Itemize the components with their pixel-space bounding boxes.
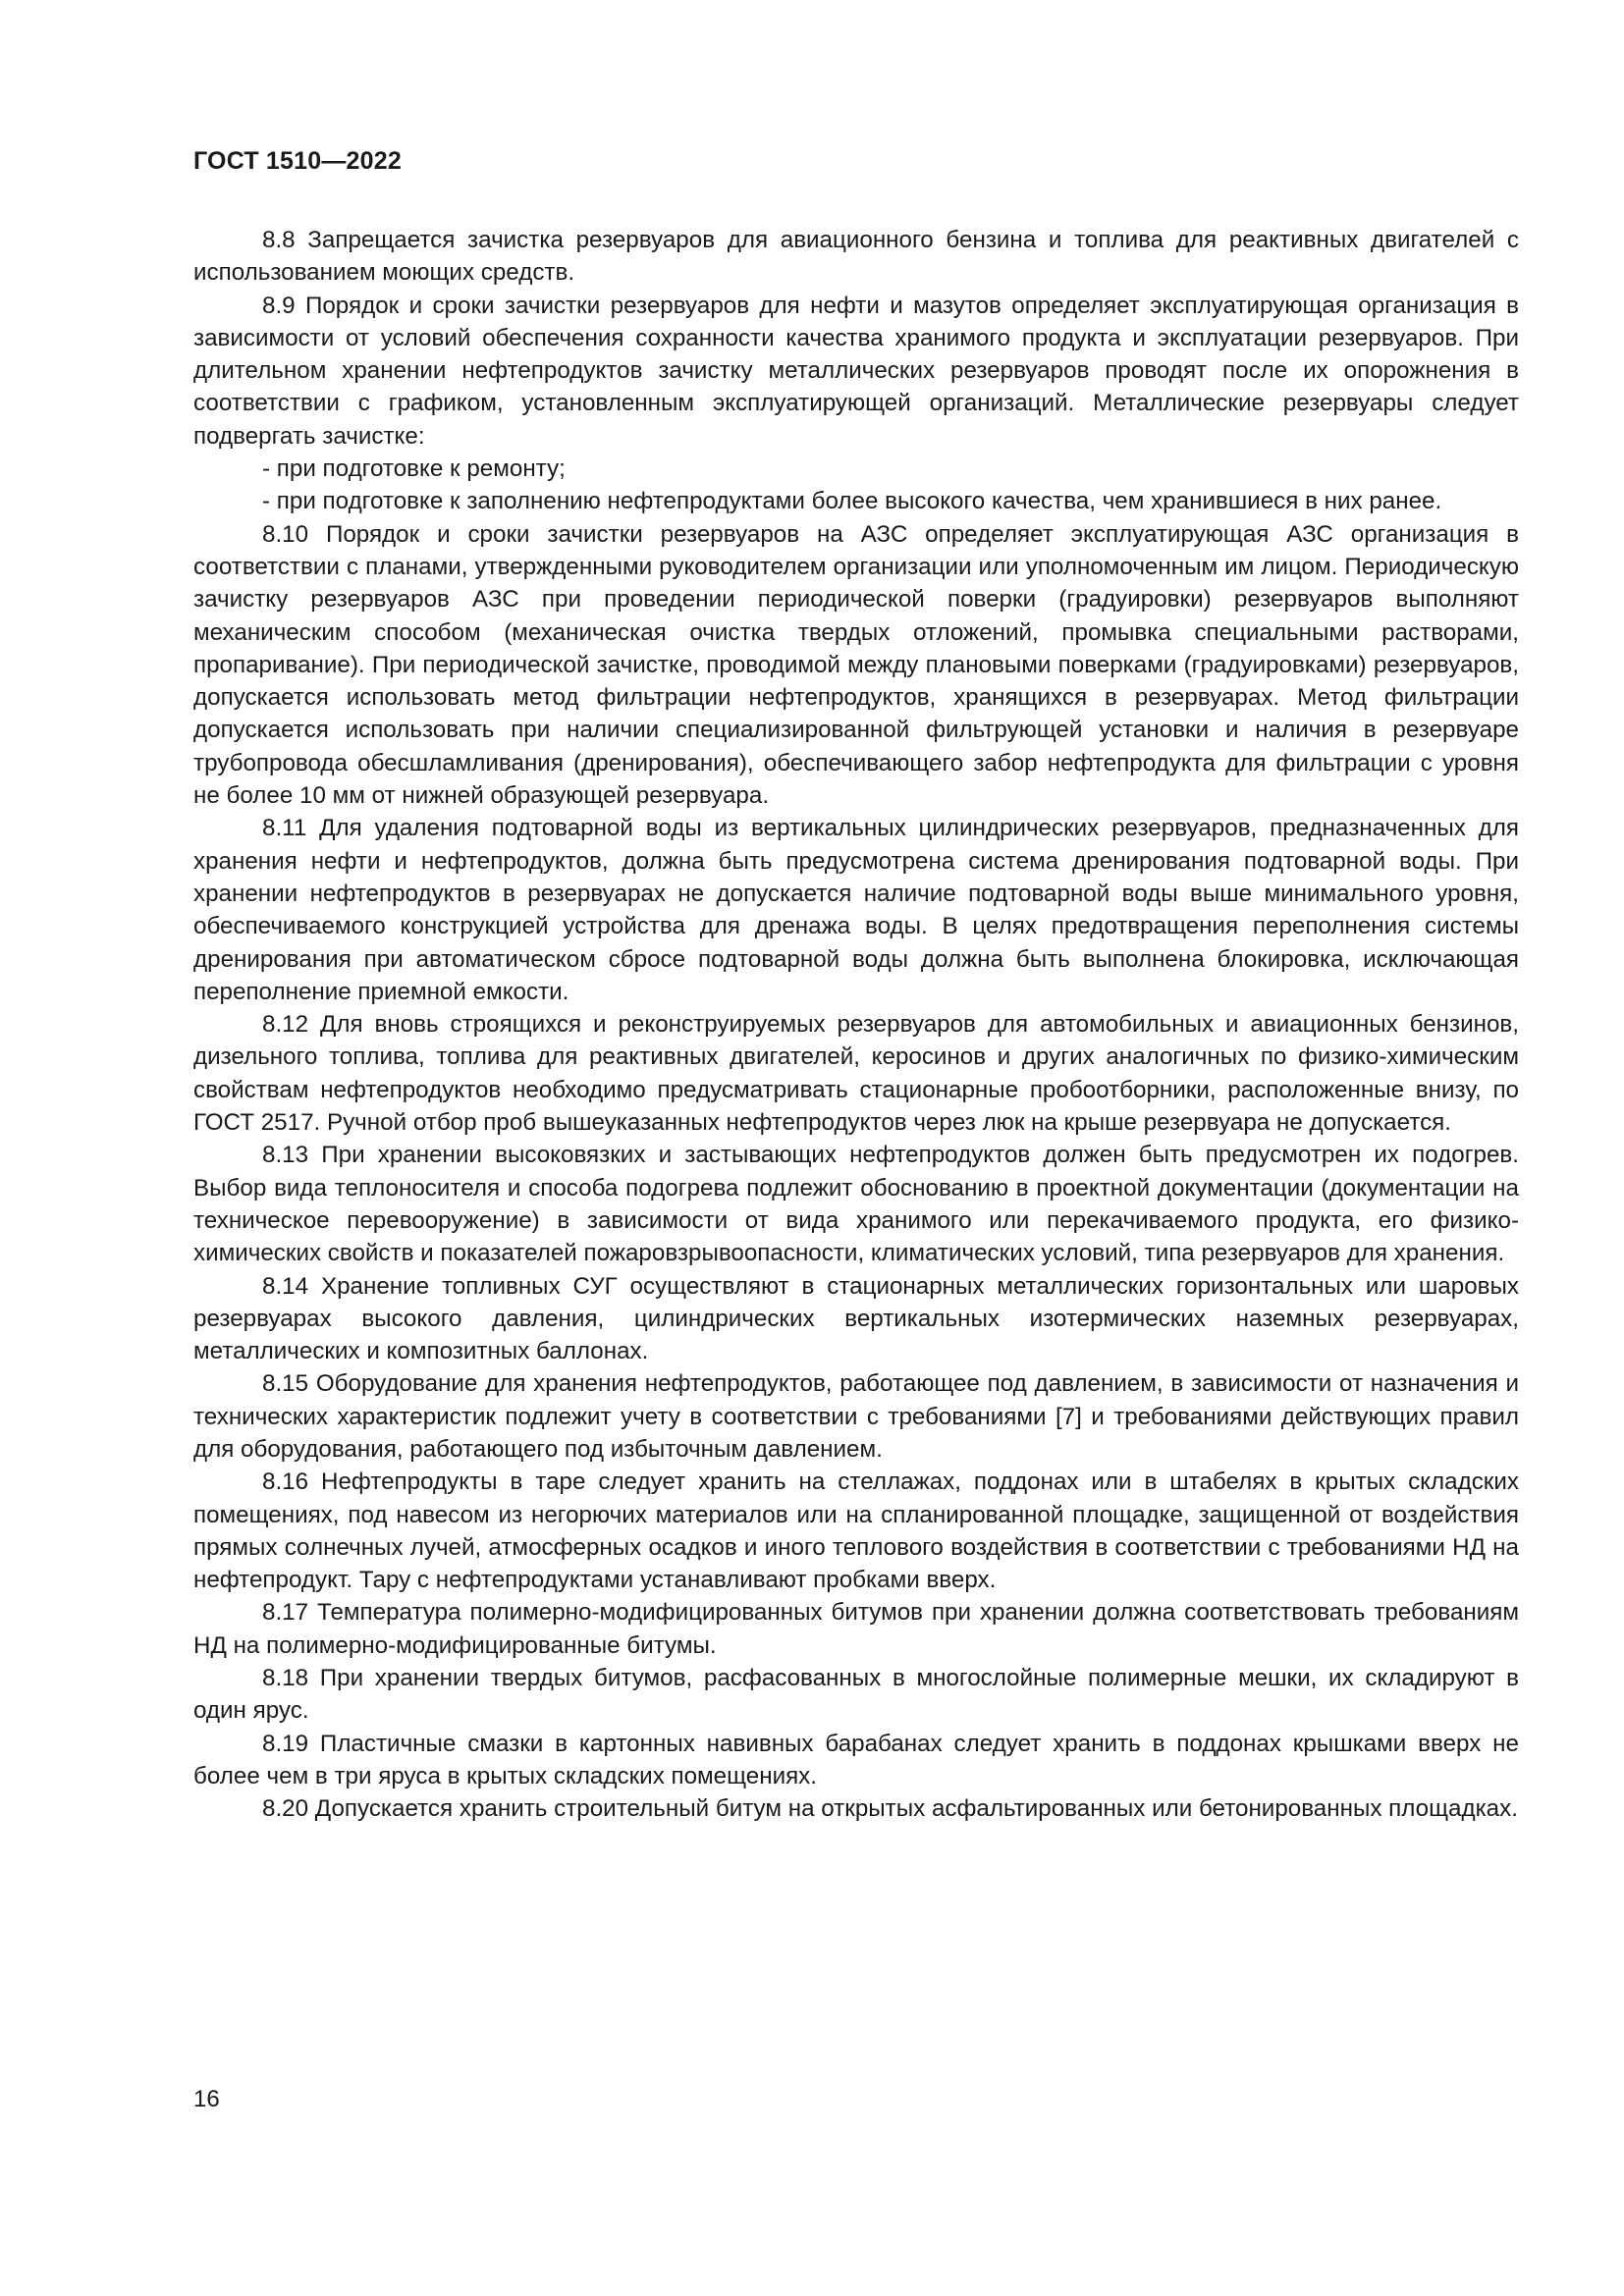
paragraph-8-16: 8.16 Нефтепродукты в таре следует хранить на стеллажах, поддонах или в штабелях в крытых складских помещениях, под навесом из негорючих материалов или на спланированной площадке, защищенной от воздействия прямых солнечных лучей, атмосферных осадков и иного теплового воздействия в соответствии с требованиями НД на нефтепродукт. Тару с нефтепродуктами устанавливают пробками вверх. — [193, 1468, 1519, 1594]
document-body — [193, 224, 1519, 1826]
paragraph-8-19: 8.19 Пластичные смазки в картонных навивных барабанах следует хранить в поддонах крышками вверх не более чем в три яруса в крытых складских помещениях. — [193, 1730, 1519, 1789]
paragraph-8-11: 8.11 Для удаления подтоварной воды из вертикальных цилиндрических резервуаров, предназначенных для хранения нефти и нефтепродуктов, должна быть предусмотрена система дренирования подтоварной воды. При хранении нефтепродуктов в резервуарах не допускается наличие подтоварной воды выше минимального уровня, обеспечиваемого конструкцией устройства для дренажа воды. В целях предотвращения переполнения системы дренирования при автоматическом сбросе подтоварной воды должна быть выполнена блокировка, исключающая переполнение приемной емкости. — [193, 815, 1519, 1005]
paragraph-8-20: 8.20 Допускается хранить строительный битум на открытых асфальтированных или бетонированных площадках. — [262, 1795, 1518, 1823]
list-item-filling: - при подготовке к заполнению нефтепродуктами более высокого качества, чем хранившиеся в них ранее. — [262, 488, 1442, 515]
document-header: ГОСТ 1510—2022 — [193, 147, 402, 175]
paragraph-8-12: 8.12 Для вновь строящихся и реконструируемых резервуаров для автомобильных и авиационных бензинов, дизельного топлива, топлива для реактивных двигателей, керосинов и других аналогичных по физико-химическим свойствам нефтепродуктов необходимо предусматривать стационарные пробоотборники, расположенные внизу, по ГОСТ 2517. Ручной отбор проб вышеуказанных нефтепродуктов через люк на крыше резервуара не допускается. — [193, 1011, 1519, 1137]
paragraph-8-14: 8.14 Хранение топливных СУГ осуществляют в стационарных металлических горизонтальных или шаровых резервуарах высокого давления, цилиндрических вертикальных изотермических наземных резервуарах, металлических и композитных баллонах. — [193, 1272, 1519, 1365]
paragraph-8-15: 8.15 Оборудование для хранения нефтепродуктов, работающее под давлением, в зависимости от назначения и технических характеристик подлежит учету в соответствии с требованиями [7] и требованиями действующих правил для оборудования, работающего под избыточным давлением. — [193, 1370, 1519, 1463]
paragraph-8-8: 8.8 Запрещается зачистка резервуаров для авиационного бензина и топлива для реактивных двигателей с использованием моющих средств. — [193, 227, 1519, 287]
page-number: 16 — [193, 2086, 220, 2112]
paragraph-8-17: 8.17 Температура полимерно-модифицированных битумов при хранении должна соответствовать требованиям НД на полимерно-модифицированные битумы. — [193, 1599, 1519, 1659]
paragraph-8-13: 8.13 При хранении высоковязких и застывающих нефтепродуктов должен быть предусмотрен их подогрев. Выбор вида теплоносителя и способа подогрева подлежит обоснованию в проектной документации (документации на техническое перевооружение) в зависимости от вида хранимого или перекачиваемого продукта, его физико-химических свойств и показателей пожаровзрывоопасности, климатических условий, типа резервуаров для хранения. — [193, 1142, 1519, 1267]
paragraph-8-10: 8.10 Порядок и сроки зачистки резервуаров на АЗС определяет эксплуатирующая АЗС организация в соответствии с планами, утвержденными руководителем организации или уполномоченным им лицом. Периодическую зачистку резервуаров АЗС при проведении периодической поверки (градуировки) резервуаров выполняют механическим способом (механическая очистка твердых отложений, промывка специальными растворами, пропаривание). При периодической зачистке, проводимой между плановыми поверками (градуировками) резервуаров, допускается использовать метод фильтрации нефтепродуктов, хранящихся в резервуарах. Метод фильтрации допускается использовать при наличии специализированной фильтрующей установки и наличия в резервуаре трубопровода обесшламливания (дренирования), обеспечивающего забор нефтепродукта для фильтрации с уровня не более 10 мм от нижней образующей резервуара. — [193, 520, 1519, 810]
paragraph-8-18: 8.18 При хранении твердых битумов, расфасованных в многослойные полимерные мешки, их складируют в один ярус. — [193, 1665, 1519, 1725]
list-item-repair: - при подготовке к ремонту; — [262, 455, 566, 483]
paragraph-8-9: 8.9 Порядок и сроки зачистки резервуаров для нефти и мазутов определяет эксплуатирующая организация в зависимости от условий обеспечения сохранности качества хранимого продукта и эксплуатации резервуаров. При длительном хранении нефтепродуктов зачистку металлических резервуаров проводят после их опорожнения в соответствии с графиком, установленным эксплуатирующей организаций. Металлические резервуары следует подвергать зачистке: — [193, 292, 1519, 450]
